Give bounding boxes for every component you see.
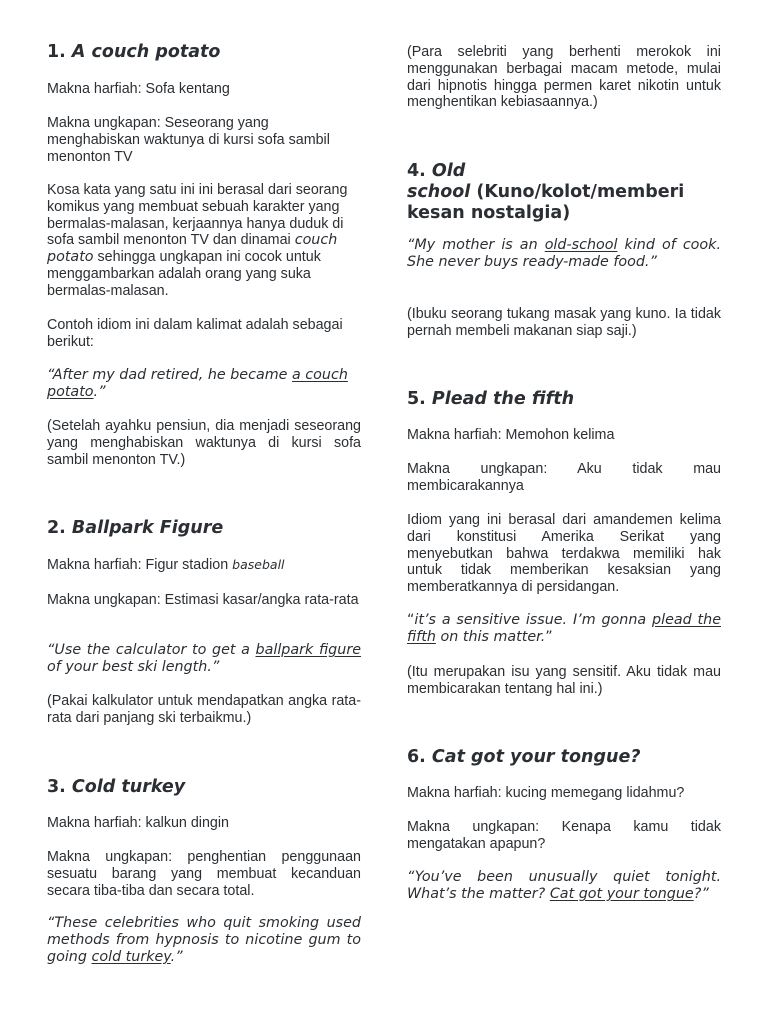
idiom-1-highlight: a couch potato xyxy=(47,367,348,400)
idiom-4-example: “My mother is an old-school kind of cook. She never buys ready-made food.” xyxy=(407,237,721,270)
idiom-2-figurative: Makna ungkapan: Estimasi kasar/angka rata-rata xyxy=(47,592,359,608)
idiom-1-heading: 1. A couch potato xyxy=(47,42,221,62)
idiom-5-translation: (Itu merupakan isu yang sensitif. Aku tidak mau membicarakan tentang hal ini.) xyxy=(407,664,721,697)
idiom-1-literal: Makna harfiah: Sofa kentang xyxy=(47,81,230,97)
idiom-1-example-intro: Contoh idiom ini dalam kalimat adalah sebagai berikut: xyxy=(47,317,343,350)
idiom-1-translation: (Setelah ayahku pensiun, dia menjadi seseorang yang menghabiskan waktunya di kursi sofa sambil menonton TV.) xyxy=(47,418,361,468)
idiom-6-example: “You’ve been unusually quiet tonight. What’s the matter? Cat got your tongue?” xyxy=(407,869,721,902)
idiom-5-heading: 5. Plead the fifth xyxy=(407,389,575,409)
idiom-6-literal: Makna harfiah: kucing memegang lidahmu? xyxy=(407,785,685,801)
idiom-6-highlight: Cat got your tongue xyxy=(549,886,694,902)
idiom-5-highlight: plead the fifth xyxy=(407,612,721,645)
idiom-2-literal: Makna harfiah: Figur stadion baseball xyxy=(47,557,285,573)
idiom-2-example: “Use the calculator to get a ballpark figure of your best ski length.” xyxy=(47,642,361,675)
idiom-5-origin: Idiom yang ini berasal dari amandemen kelima dari konstitusi Amerika Serikat yang menyebutkan bahwa terdakwa memiliki hak untuk tidak memberikan kesaksian yang memberatkannya di persidangan. xyxy=(407,512,721,596)
idiom-3-highlight: cold turkey xyxy=(91,949,171,965)
idiom-3-literal: Makna harfiah: kalkun dingin xyxy=(47,815,229,831)
idiom-2-translation: (Pakai kalkulator untuk mendapatkan angka rata-rata dari panjang ski terbaikmu.) xyxy=(47,693,361,726)
idiom-5-figurative: Makna ungkapan: Aku tidak mau membicarakannya xyxy=(407,461,721,494)
idiom-6-heading: 6. Cat got your tongue? xyxy=(407,747,641,767)
idiom-4-highlight: old-school xyxy=(544,237,618,253)
idiom-1-origin: Kosa kata yang satu ini ini berasal dari seorang komikus yang membuat sebuah karakter yang bermalas-malasan, kerjaannya hanya duduk di sofa sambil menonton TV dan dinamai couch potato sehingga ungkapan ini cocok untuk menggambarkan adalah orang yang suka bermalas-malasan. xyxy=(47,182,348,300)
idiom-3-translation: (Para selebriti yang berhenti merokok ini menggunakan berbagai macam metode, mulai dari hipnotis hingga permen karet nikotin untuk menghentikan kebiasaannya.) xyxy=(407,44,721,111)
idiom-3-example: “These celebrities who quit smoking used methods from hypnosis to nicotine gum to going cold turkey.” xyxy=(47,915,361,965)
idiom-2-heading: 2. Ballpark Figure xyxy=(47,518,224,538)
idiom-4-translation: (Ibuku seorang tukang masak yang kuno. Ia tidak pernah membeli makanan siap saji.) xyxy=(407,306,721,339)
idiom-2-highlight: ballpark figure xyxy=(255,642,361,658)
idiom-3-heading: 3. Cold turkey xyxy=(47,777,186,797)
idiom-5-example: “it’s a sensitive issue. I’m gonna plead the fifth on this matter.” xyxy=(407,612,721,645)
idiom-1-example: “After my dad retired, he became a couch potato.” xyxy=(47,367,348,400)
idiom-3-figurative: Makna ungkapan: penghentian penggunaan sesuatu barang yang membuat kecanduan secara tiba-tiba dan secara total. xyxy=(47,849,361,899)
idiom-1-figurative: Makna ungkapan: Seseorang yang menghabiskan waktunya di kursi sofa sambil menonton TV xyxy=(47,115,330,165)
idiom-4-heading: 4. Old school (Kuno/kolot/memberi kesan nostalgia) xyxy=(407,161,685,223)
idiom-5-literal: Makna harfiah: Memohon kelima xyxy=(407,427,615,443)
idiom-6-figurative: Makna ungkapan: Kenapa kamu tidak mengatakan apapun? xyxy=(407,819,721,852)
